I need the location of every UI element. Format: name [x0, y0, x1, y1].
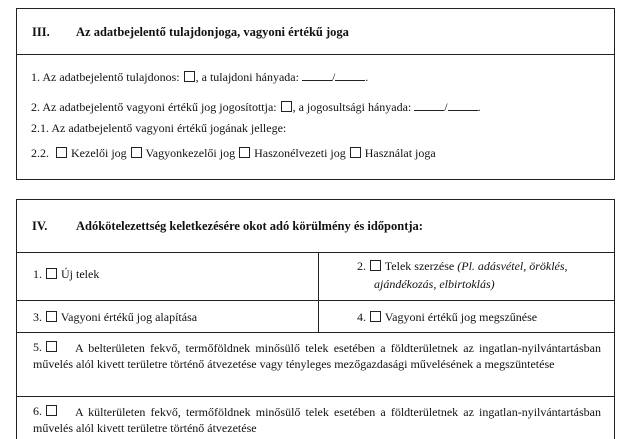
- right-termination-number: 4.: [357, 310, 366, 324]
- right-holder-row-period: .: [477, 100, 481, 114]
- right-type-heading: 2.1. Az adatbejelentő vagyoni értékű jogának jellege:: [31, 121, 287, 135]
- right-type-options: [31, 146, 436, 161]
- right-termination-label: Vagyoni értékű jog megszűnése: [384, 310, 538, 324]
- right-type-prefix: 2.2.: [31, 146, 49, 160]
- right-holder-label: 2. Az adatbejelentő vagyoni értékű jog jogosítottja:: [31, 100, 280, 114]
- owner-share-denominator[interactable]: [335, 70, 365, 81]
- new-plot-number: 1.: [33, 267, 42, 281]
- plot-acquisition-number: 2.: [357, 259, 366, 273]
- plot-acquisition-label: Telek szerzése: [384, 259, 458, 273]
- owner-row: [31, 70, 368, 85]
- plot-acquisition-option: [357, 259, 568, 274]
- section-4-title: Adókötelezettség keletkezésére okot adó körülmény és időpontja:: [76, 219, 423, 233]
- owner-label: 1. Az adatbejelentő tulajdonos:: [31, 70, 183, 84]
- section-4-row5-divider: [16, 396, 615, 397]
- right-holder-checkbox[interactable]: [281, 101, 292, 112]
- plot-acquisition-note-2: ajándékozás, elbirtoklás): [374, 277, 495, 291]
- section-4-header-divider: [16, 252, 615, 253]
- asset-management-right-label: Vagyonkezelői jog: [145, 146, 236, 160]
- right-establishment-option: [33, 310, 197, 325]
- right-holder-share-denominator[interactable]: [448, 100, 478, 111]
- asset-management-right-checkbox[interactable]: [131, 147, 142, 158]
- inner-area-text: [33, 340, 601, 372]
- right-establishment-label: Vagyoni értékű jog alapítása: [60, 310, 198, 324]
- owner-row-period: .: [365, 70, 369, 84]
- right-termination-option: [357, 310, 537, 325]
- right-holder-share-label: , a jogosultsági hányada:: [292, 100, 415, 114]
- owner-checkbox[interactable]: [184, 71, 195, 82]
- right-holder-share-slash: /: [444, 100, 448, 114]
- right-of-use-label: Használat joga: [364, 146, 436, 160]
- owner-share-slash: /: [331, 70, 336, 84]
- owner-share-label: , a tulajdoni hányada:: [195, 70, 302, 84]
- section-3-number: III.: [32, 25, 50, 39]
- section-3-header-divider: [16, 54, 615, 55]
- owner-share-numerator[interactable]: [302, 70, 332, 81]
- outer-area-label: A külterületen fekvő, termőföldnek minősülő telek esetében a földterületnek az ingatlan-nyilvántartásban művelés alól kivett területre történő átvezetése: [33, 405, 601, 435]
- right-establishment-checkbox[interactable]: [46, 311, 57, 322]
- plot-acquisition-checkbox[interactable]: [370, 260, 381, 271]
- right-establishment-number: 3.: [33, 310, 42, 324]
- usufruct-right-checkbox[interactable]: [239, 147, 250, 158]
- section-4-number: IV.: [32, 219, 48, 233]
- inner-area-label: A belterületen fekvő, termőföldnek minősülő telek esetében a földterületnek az ingatlan-nyilvántartásban művelés alól kivett területre történő átvezetése vagy tényleges mezőgazdasági művelésének a megszüntetése: [33, 341, 601, 371]
- section-4-row1-divider: [16, 300, 615, 301]
- section-3-title: Az adatbejelentő tulajdonjoga, vagyoni értékű joga: [76, 25, 349, 39]
- inner-area-number: 5.: [33, 340, 42, 354]
- right-termination-checkbox[interactable]: [370, 311, 381, 322]
- management-right-label: Kezelői jog: [71, 146, 127, 160]
- outer-area-number: 6.: [33, 404, 42, 418]
- outer-area-text: [33, 404, 601, 436]
- section-4-row2-divider: [16, 332, 615, 333]
- management-right-checkbox[interactable]: [56, 147, 67, 158]
- new-plot-label: Új telek: [61, 267, 100, 281]
- plot-acquisition-note-1: (Pl. adásvétel, öröklés,: [457, 259, 568, 273]
- new-plot-option: [33, 267, 99, 282]
- new-plot-checkbox[interactable]: [46, 268, 57, 279]
- right-holder-row: [31, 100, 481, 115]
- usufruct-right-label: Haszonélvezeti jog: [254, 146, 346, 160]
- right-of-use-checkbox[interactable]: [350, 147, 361, 158]
- section-4-column-divider: [318, 252, 319, 332]
- right-holder-share-numerator[interactable]: [414, 100, 444, 111]
